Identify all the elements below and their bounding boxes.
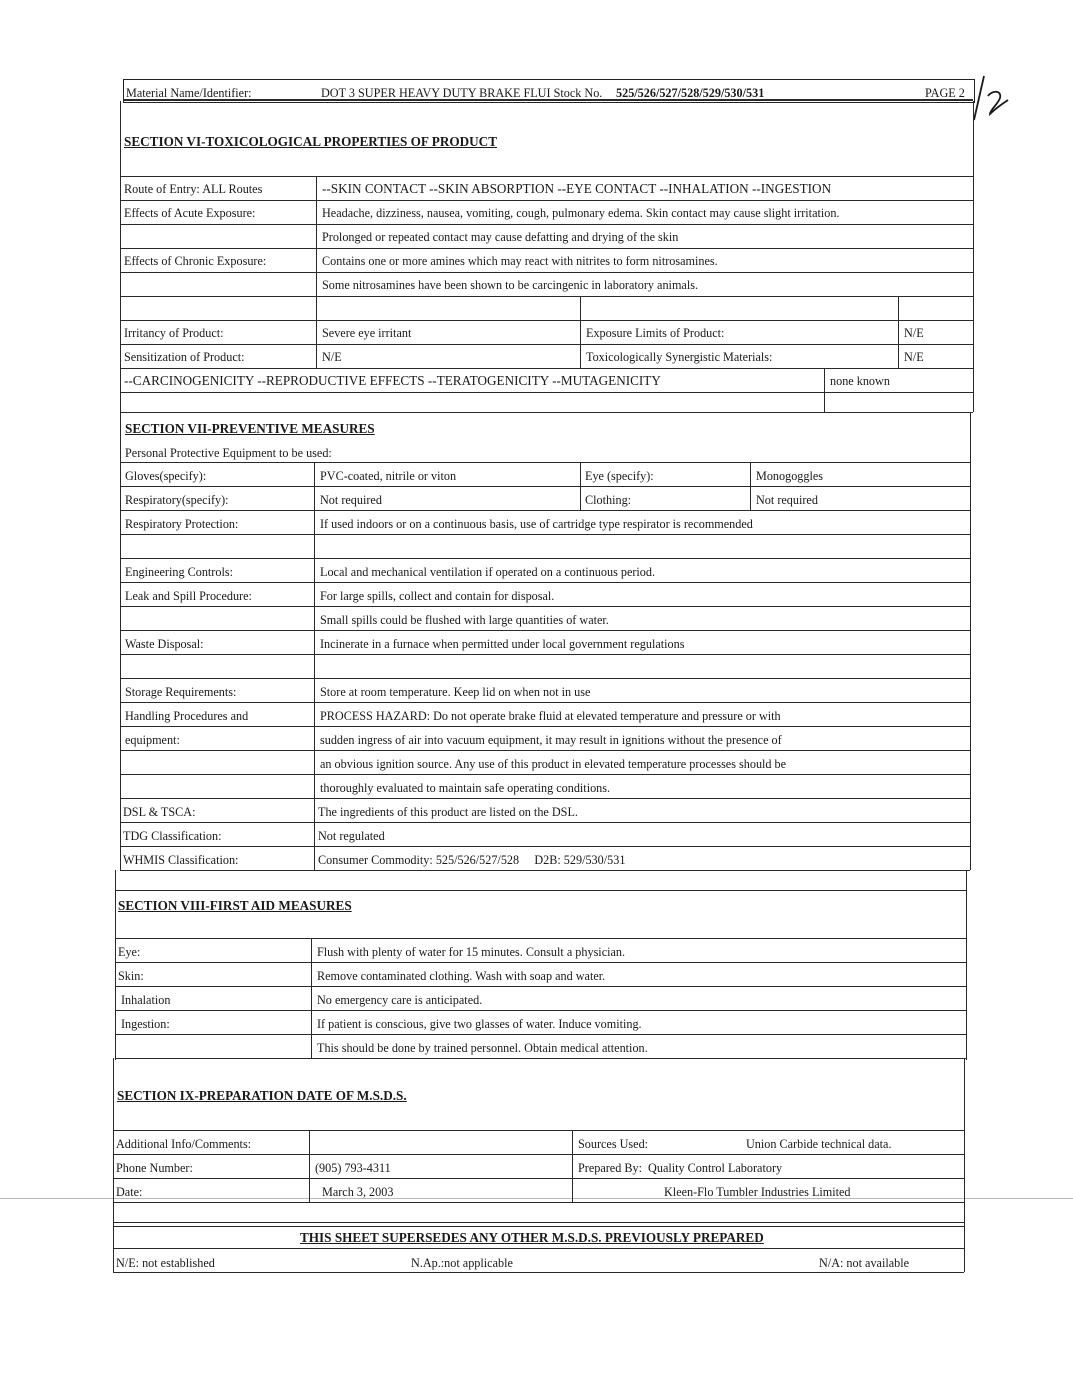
first-aid-eye-label: Eye:	[118, 945, 141, 959]
legend-nap: N.Ap.:not applicable	[411, 1256, 513, 1270]
route-value: --SKIN CONTACT --SKIN ABSORPTION --EYE CONTACT --INHALATION --INGESTION	[322, 181, 832, 196]
section8-title: SECTION VIII-FIRST AID MEASURES	[118, 898, 352, 913]
company-name: Kleen-Flo Tumbler Industries Limited	[664, 1185, 851, 1199]
exposure-value: N/E	[904, 326, 924, 340]
material-label: Material Name/Identifier:	[126, 86, 252, 100]
chronic-value-2: Some nitrosamines have been shown to be carcingenic in laboratory animals.	[322, 278, 699, 292]
waste-label: Waste Disposal:	[125, 637, 204, 651]
clothing-value: Not required	[756, 493, 818, 507]
first-aid-inhalation-value: No emergency care is anticipated.	[317, 993, 483, 1007]
dsl-value: The ingredients of this product are listed on the DSL.	[318, 805, 578, 819]
page-number: PAGE 2	[925, 86, 965, 100]
engineering-label: Engineering Controls:	[125, 565, 233, 579]
first-aid-skin-label: Skin:	[118, 969, 144, 983]
gloves-value: PVC-coated, nitrile or viton	[320, 469, 457, 483]
first-aid-ingestion-label: Ingestion:	[121, 1017, 170, 1031]
acute-value-1: Headache, dizziness, nausea, vomiting, cough, pulmonary edema. Skin contact may cause slight irritation.	[322, 206, 840, 220]
clothing-label: Clothing:	[585, 493, 632, 507]
handling-value-2: sudden ingress of air into vacuum equipment, it may result in ignitions without the presence of	[320, 733, 782, 747]
eye-protection-value: Monogoggles	[756, 469, 824, 483]
synergistic-label: Toxicologically Synergistic Materials:	[586, 350, 773, 364]
acute-value-2: Prolonged or repeated contact may cause defatting and drying of the skin	[322, 230, 679, 244]
sources-label: Sources Used:	[578, 1137, 649, 1151]
legend-ne: N/E: not established	[116, 1256, 215, 1270]
leak-value-2: Small spills could be flushed with large quantities of water.	[320, 613, 609, 627]
route-label: Route of Entry: ALL Routes	[124, 182, 263, 196]
sensitization-value: N/E	[322, 350, 342, 364]
tdg-label: TDG Classification:	[123, 829, 222, 843]
first-aid-inhalation-label: Inhalation	[121, 993, 171, 1007]
irritancy-label: Irritancy of Product:	[124, 326, 224, 340]
waste-value: Incinerate in a furnace when permitted under local government regulations	[320, 637, 685, 651]
handling-label-1: Handling Procedures and	[125, 709, 249, 723]
leak-value-1: For large spills, collect and contain for disposal.	[320, 589, 555, 603]
legend-na: N/A: not available	[819, 1256, 910, 1270]
acute-label: Effects of Acute Exposure:	[124, 206, 256, 220]
handling-label-2: equipment:	[125, 733, 180, 747]
gloves-label: Gloves(specify):	[125, 469, 207, 483]
scan-artifact-line	[0, 1198, 1073, 1199]
irritancy-value: Severe eye irritant	[322, 326, 412, 340]
dsl-label: DSL & TSCA:	[123, 805, 196, 819]
eye-protection-label: Eye (specify):	[585, 469, 654, 483]
additional-info-label: Additional Info/Comments:	[116, 1137, 252, 1151]
whmis-label: WHMIS Classification:	[123, 853, 239, 867]
material-value: DOT 3 SUPER HEAVY DUTY BRAKE FLUI Stock No.	[321, 86, 603, 100]
first-aid-skin-value: Remove contaminated clothing. Wash with soap and water.	[317, 969, 606, 983]
carcinogenicity-label: --CARCINOGENICITY --REPRODUCTIVE EFFECTS --TERATOGENICITY --MUTAGENICITY	[124, 373, 661, 388]
respiratory-value: Not required	[320, 493, 382, 507]
phone-value: (905) 793-4311	[315, 1161, 391, 1175]
resp-protection-label: Respiratory Protection:	[125, 517, 239, 531]
storage-label: Storage Requirements:	[125, 685, 237, 699]
handling-value-4: thoroughly evaluated to maintain safe operating conditions.	[320, 781, 611, 795]
whmis-value: Consumer Commodity: 525/526/527/528 D2B: 529/530/531	[318, 853, 626, 867]
leak-label: Leak and Spill Procedure:	[125, 589, 252, 603]
ppe-label: Personal Protective Equipment to be used:	[125, 446, 332, 460]
handling-value-3: an obvious ignition source. Any use of this product in elevated temperature processes should be	[320, 757, 787, 771]
resp-protection-value: If used indoors or on a continuous basis, use of cartridge type respirator is recommended	[320, 517, 753, 531]
phone-label: Phone Number:	[116, 1161, 193, 1175]
chronic-value-1: Contains one or more amines which may react with nitrites to form nitrosamines.	[322, 254, 718, 268]
supersedes-notice: THIS SHEET SUPERSEDES ANY OTHER M.S.D.S. PREVIOUSLY PREPARED	[300, 1230, 764, 1245]
section6-title: SECTION VI-TOXICOLOGICAL PROPERTIES OF PRODUCT	[124, 134, 498, 149]
sensitization-label: Sensitization of Product:	[124, 350, 245, 364]
carcinogenicity-value: none known	[830, 374, 890, 388]
sources-value: Union Carbide technical data.	[746, 1137, 892, 1151]
synergistic-value: N/E	[904, 350, 924, 364]
stock-numbers: 525/526/527/528/529/530/531	[616, 86, 765, 100]
tdg-value: Not regulated	[318, 829, 385, 843]
date-value: March 3, 2003	[322, 1185, 394, 1199]
prepared-by: Prepared By: Quality Control Laboratory	[578, 1161, 783, 1175]
first-aid-ingestion-value-2: This should be done by trained personnel. Obtain medical attention.	[317, 1041, 648, 1055]
section9-title: SECTION IX-PREPARATION DATE OF M.S.D.S.	[117, 1088, 407, 1103]
first-aid-eye-value: Flush with plenty of water for 15 minutes. Consult a physician.	[317, 945, 626, 959]
chronic-label: Effects of Chronic Exposure:	[124, 254, 267, 268]
storage-value: Store at room temperature. Keep lid on when not in use	[320, 685, 591, 699]
respiratory-label: Respiratory(specify):	[125, 493, 229, 507]
handwritten-page-mark	[962, 70, 1012, 122]
section7-title: SECTION VII-PREVENTIVE MEASURES	[125, 421, 375, 436]
first-aid-ingestion-value-1: If patient is conscious, give two glasses of water. Induce vomiting.	[317, 1017, 642, 1031]
exposure-label: Exposure Limits of Product:	[586, 326, 725, 340]
date-label: Date:	[116, 1185, 143, 1199]
engineering-value: Local and mechanical ventilation if operated on a continuous period.	[320, 565, 656, 579]
handling-value-1: PROCESS HAZARD: Do not operate brake fluid at elevated temperature and pressure or with	[320, 709, 781, 723]
